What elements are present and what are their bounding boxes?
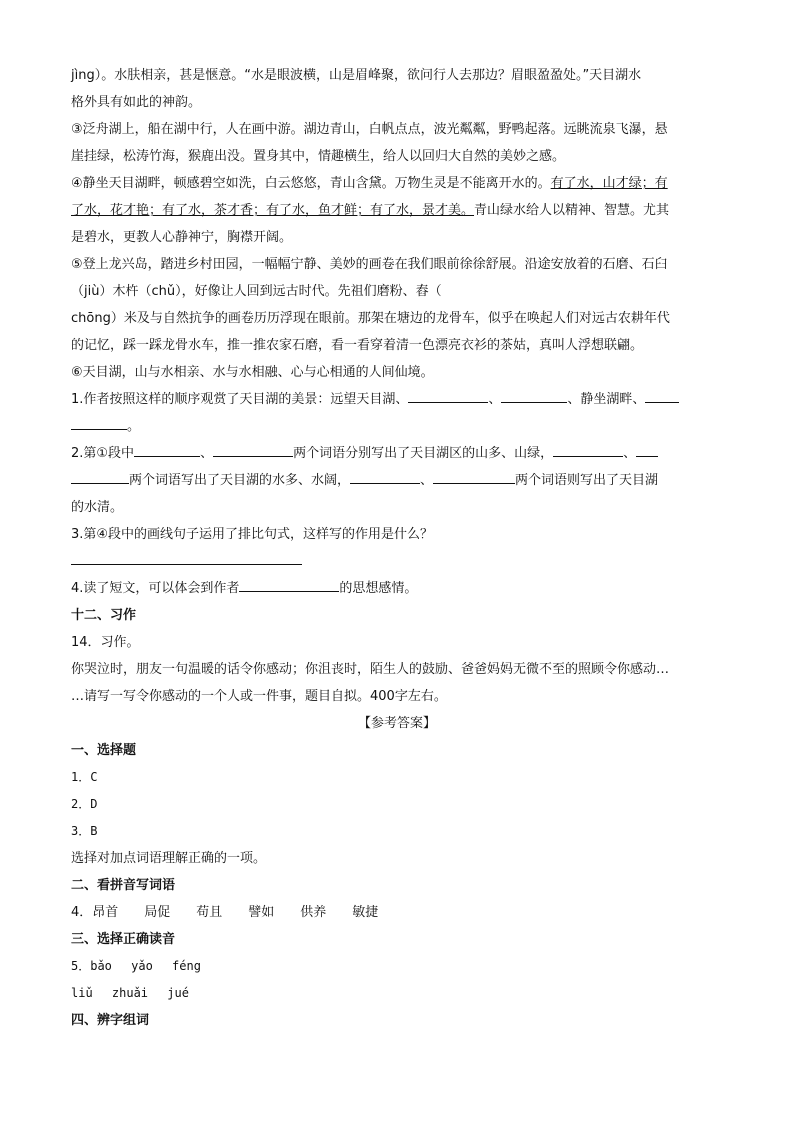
section-heading: 二、看拼音写词语 <box>71 878 176 893</box>
answer-blank[interactable] <box>134 442 200 457</box>
answer-blank[interactable] <box>213 442 293 457</box>
answer-item: 1．C <box>71 770 98 784</box>
section-heading: 三、选择正确读音 <box>71 932 176 947</box>
question-4 <box>71 575 723 602</box>
question-2 <box>71 467 723 494</box>
paragraph-5: ⑤登上龙兴岛，踏进乡村田园，一幅幅宁静、美妙的画卷在我们眼前徐徐舒展。沿途安放着的石磨、石臼 <box>71 257 668 272</box>
writing-prompt: …请写一写令你感动的一个人或一件事，题目自拟。400字左右。 <box>71 689 447 704</box>
answer-blank[interactable] <box>71 550 302 565</box>
answer-item: 5．bǎo yǎo féng <box>71 959 201 973</box>
question-text: 两个词语则写出了天目湖 <box>515 473 659 488</box>
paragraph-4: 是碧水，更教人心静神宁，胸襟开阔。 <box>71 230 293 245</box>
section-heading: 四、辨字组词 <box>71 1013 150 1028</box>
passage-line: 格外具有如此的神韵。 <box>71 95 202 110</box>
answer-key-title: 【参考答案】 <box>357 716 436 731</box>
answer-blank[interactable] <box>636 442 658 457</box>
answer-blank[interactable] <box>71 415 127 430</box>
question-text: 、 <box>623 446 637 461</box>
paragraph-3: 崖挂绿，松涛竹海，猴鹿出没。置身其中，情趣横生，给人以回归大自然的美妙之感。 <box>71 149 566 164</box>
question-text: 两个词语写出了天目湖的水多、水阔， <box>129 473 351 488</box>
section-heading: 十二、习作 <box>71 608 137 623</box>
answer-blank[interactable] <box>553 442 623 457</box>
question-14: 14．习作。 <box>71 635 140 650</box>
paragraph-4-text: ④静坐天目湖畔，顿感碧空如洗，白云悠悠，青山含黛。万物生灵是不能离开水的。 <box>71 176 551 191</box>
paragraph-3: ③泛舟湖上，船在湖中行，人在画中游。湖边青山，白帆点点，波光粼粼，野鸭起落。远眺流泉飞瀑，悬 <box>71 122 668 137</box>
answer-blank[interactable] <box>71 469 129 484</box>
question-1 <box>71 413 723 440</box>
question-2: 的水清。 <box>71 500 124 515</box>
question-text: 。 <box>127 419 141 434</box>
question-text: 、 <box>488 392 502 407</box>
underlined-sentence: 有了水，山才绿；有 <box>550 176 668 191</box>
answer-blank[interactable] <box>501 388 567 403</box>
paragraph-6: ⑥天目湖，山与水相亲、水与水相融、心与心相通的人间仙境。 <box>71 365 434 380</box>
question-3-answer-line <box>71 548 723 575</box>
paragraph-4 <box>71 197 723 224</box>
answer-blank[interactable] <box>350 469 420 484</box>
question-3: 3.第④段中的画线句子运用了排比句式，这样写的作用是什么？ <box>71 527 434 542</box>
question-1 <box>71 386 723 413</box>
answer-blank[interactable] <box>433 469 515 484</box>
paragraph-5: 的记忆，踩一踩龙骨水车，推一推农家石磨，看一看穿着清一色漂亮衣衫的茶姑，真叫人浮想联翩。 <box>71 338 644 353</box>
paragraph-5: chōng）米及与自然抗争的画卷历历浮现在眼前。那架在塘边的龙骨车，似乎在唤起人们对远古农耕年代 <box>71 311 670 326</box>
answer-item: 3．B <box>71 824 98 838</box>
question-text: 的思想感情。 <box>339 581 418 596</box>
answer-blank[interactable] <box>408 388 488 403</box>
writing-prompt: 你哭泣时，朋友一句温暖的话令你感动；你沮丧时，陌生人的鼓励、爸爸妈妈无微不至的照顾令你感动… <box>71 662 670 677</box>
question-text: 4.读了短文，可以体会到作者 <box>71 581 240 596</box>
passage-line: jìng）。水肤相亲，甚是惬意。“水是眼波横，山是眉峰聚，欲问行人去那边？眉眼盈盈处。”天目湖水 <box>71 68 642 83</box>
answer-note: 选择对加点词语理解正确的一项。 <box>71 851 267 866</box>
question-text: 、静坐湖畔、 <box>567 392 646 407</box>
document-page <box>71 62 723 1034</box>
answer-item: liǔ zhuǎi jué <box>71 986 189 1000</box>
answer-blank[interactable] <box>645 388 679 403</box>
question-2 <box>71 440 723 467</box>
answer-blank[interactable] <box>239 577 339 592</box>
question-text: 1.作者按照这样的顺序观赏了天目湖的美景：远望天目湖、 <box>71 392 409 407</box>
question-text: 2.第①段中 <box>71 446 135 461</box>
section-heading: 一、选择题 <box>71 743 137 758</box>
paragraph-5: （jiù）木杵（chǔ），好像让人回到远古时代。先祖们磨粉、舂（ <box>71 284 442 299</box>
answer-item: 2．D <box>71 797 98 811</box>
question-text: 、 <box>200 446 214 461</box>
answer-item: 4．昂首 局促 苟且 譬如 供养 敏捷 <box>71 905 379 920</box>
underlined-sentence: 了水，花才艳；有了水，茶才香；有了水，鱼才鲜；有了水，景才美。 <box>71 203 475 218</box>
paragraph-4 <box>71 170 723 197</box>
question-text: 、 <box>420 473 434 488</box>
paragraph-4-text: 青山绿水给人以精神、智慧。尤其 <box>474 203 670 218</box>
question-text: 两个词语分别写出了天目湖区的山多、山绿， <box>293 446 554 461</box>
